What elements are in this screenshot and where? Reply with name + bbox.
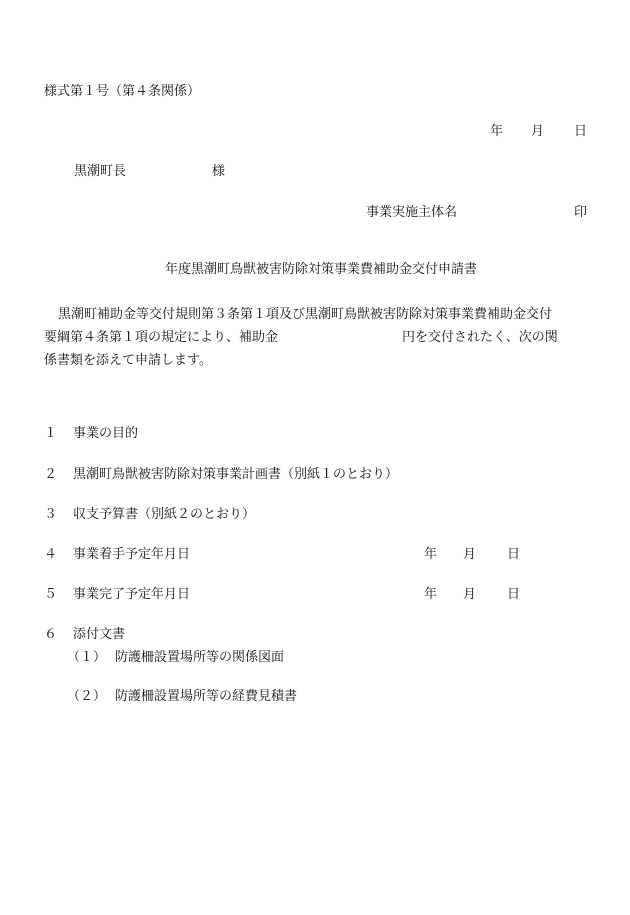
attachment-number: （１） [67, 650, 107, 665]
end-year-label: 年 [424, 587, 438, 602]
item-text: 添付文書 [73, 627, 126, 642]
item-number: ３ [44, 507, 58, 522]
list-item-start-date [44, 547, 521, 563]
item-number: ６ [44, 627, 58, 642]
start-month-label: 月 [463, 547, 477, 562]
item-number: ２ [44, 467, 58, 482]
start-year-label: 年 [424, 547, 438, 562]
date-year-label: 年 [490, 124, 504, 139]
item-number: ５ [44, 587, 58, 602]
list-item-end-date [44, 587, 521, 603]
end-day-label: 日 [507, 587, 521, 602]
start-day-label: 日 [507, 547, 521, 562]
list-item-budget [44, 507, 255, 523]
body-line-2a: 要綱第４条第１項の規定により、補助金 [44, 330, 279, 345]
attachment-item-map [67, 650, 284, 666]
list-item-purpose [44, 426, 138, 442]
attachment-number: （２） [67, 689, 107, 704]
date-day-label: 日 [574, 124, 588, 139]
item-text: 事業の目的 [73, 426, 139, 441]
item-text: 収支予算書（別紙２のとおり） [73, 507, 256, 522]
date-month-label: 月 [531, 124, 545, 139]
end-month-label: 月 [463, 587, 477, 602]
list-item-plan [44, 467, 398, 483]
addressee-name: 黒潮町長 [74, 164, 127, 179]
document-title-text: 年度黒潮町鳥獣被害防除対策事業費補助金交付申請書 [164, 262, 477, 277]
attachment-item-estimate [67, 689, 297, 705]
item-number: １ [44, 426, 58, 441]
list-item-attachments [44, 627, 125, 643]
body-line-3: 係書類を添えて申請します。 [44, 353, 212, 368]
item-text: 事業着手予定年月日 [73, 547, 191, 562]
body-line-2 [44, 326, 589, 349]
document-title [0, 262, 630, 278]
attachment-text: 防護柵設置場所等の関係図面 [115, 650, 285, 665]
addressee-honorific: 様 [212, 164, 226, 179]
item-text: 黒潮町鳥獣被害防除対策事業計画書（別紙１のとおり） [73, 467, 399, 482]
application-date [0, 124, 587, 140]
item-text: 事業完了予定年月日 [73, 587, 191, 602]
body-line-1: 黒潮町補助金等交付規則第３条第１項及び黒潮町鳥獣被害防除対策事業費補助金交付 [58, 307, 553, 322]
body-line-2b: 円を交付されたく、次の関 [402, 330, 558, 345]
attachment-text: 防護柵設置場所等の経費見積書 [115, 689, 298, 704]
seal-mark: 印 [574, 205, 588, 220]
applicant-label: 事業実施主体名 [366, 205, 458, 220]
item-number: ４ [44, 547, 58, 562]
body-paragraph [44, 303, 589, 372]
form-number: 様式第１号（第４条関係） [44, 84, 201, 99]
